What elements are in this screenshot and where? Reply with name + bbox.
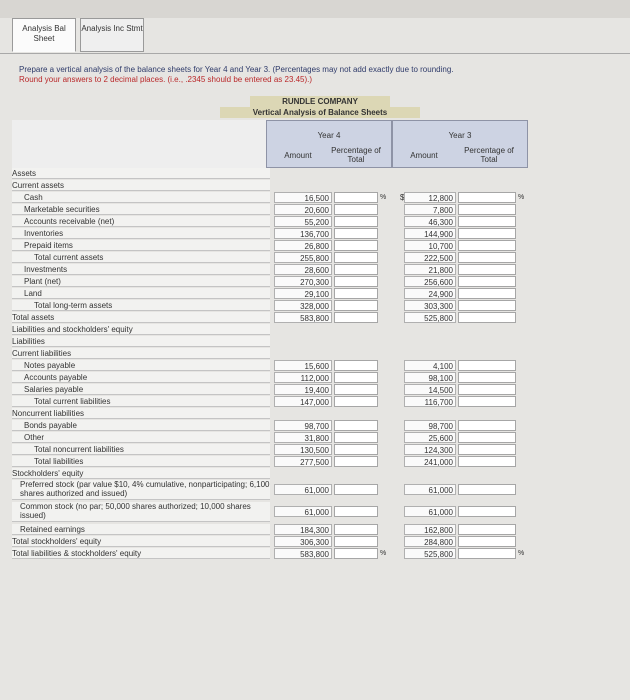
y3-percent-common-input[interactable] (458, 506, 516, 517)
y3-percent-prepaid-input[interactable] (458, 240, 516, 251)
row-total-assets (12, 312, 534, 323)
y4-amount-other: 31,800 (274, 432, 332, 443)
row-se (12, 468, 534, 479)
label-current-assets: Current assets (12, 180, 270, 191)
y4-percent-sign-total: % (380, 550, 387, 557)
instructions-round: Round your answers to 2 decimal places. (i.e., .2345 should be entered as 23.45).) (19, 75, 313, 84)
y4-amount-total-le: 583,800 (274, 548, 332, 559)
year4-label: Year 4 (317, 131, 341, 140)
label-preferred: Preferred stock (par value $10, 4% cumulative, nonparticipating; 6,100 shares authorized and issued) (12, 480, 270, 500)
y4-percent-investments-input[interactable] (334, 264, 378, 275)
y3-percent-investments-input[interactable] (458, 264, 516, 275)
y3-amount-inventories: 144,900 (404, 228, 456, 239)
y4-percent-notes-payable-input[interactable] (334, 360, 378, 371)
y4-amount-bonds: 98,700 (274, 420, 332, 431)
label-total-current-assets: Total current assets (12, 252, 270, 263)
y4-percent-total-se-input[interactable] (334, 536, 378, 547)
tab-analysis-inc-stmt[interactable]: Analysis Inc Stmt (80, 18, 144, 52)
label-total-se: Total stockholders' equity (12, 536, 270, 547)
y4-percent-ap-input[interactable] (334, 372, 378, 383)
tab-divider (0, 53, 630, 54)
y3-percent-plant-input[interactable] (458, 276, 516, 287)
row-liab-equity (12, 324, 534, 335)
header-blank (12, 120, 266, 168)
y3-percent-salaries-input[interactable] (458, 384, 516, 395)
label-other: Other (12, 432, 270, 443)
row-notes-payable (12, 360, 534, 371)
y4-percent-preferred-input[interactable] (334, 484, 378, 495)
row-preferred (12, 480, 534, 500)
y4-percent-plant-input[interactable] (334, 276, 378, 287)
y3-percent-sign-total: % (518, 550, 525, 557)
y3-percent-cash-input[interactable] (458, 192, 516, 203)
label-cash: Cash (12, 192, 270, 203)
label-total-noncurrent: Total noncurrent liabilities (12, 444, 270, 455)
y3-amount-ar: 46,300 (404, 216, 456, 227)
label-ar: Accounts receivable (net) (12, 216, 270, 227)
y3-amount-total-assets: 525,800 (404, 312, 456, 323)
label-common: Common stock (no par; 50,000 shares authorized; 10,000 shares issued) (12, 502, 270, 522)
y3-amount-notes-payable: 4,100 (404, 360, 456, 371)
label-investments: Investments (12, 264, 270, 275)
y3-percent-other-input[interactable] (458, 432, 516, 443)
y4-percent-cash-input[interactable] (334, 192, 378, 203)
instructions (19, 65, 619, 85)
y4-percent-ar-input[interactable] (334, 216, 378, 227)
y3-percent-ar-input[interactable] (458, 216, 516, 227)
y3-percent-total-assets-input[interactable] (458, 312, 516, 323)
y3-percent-total-lt-assets-input[interactable] (458, 300, 516, 311)
y4-amount-ap: 112,000 (274, 372, 332, 383)
y4-percent-total-noncurrent-input[interactable] (334, 444, 378, 455)
label-liab-equity: Liabilities and stockholders' equity (12, 324, 270, 335)
y3-percent-total-se-input[interactable] (458, 536, 516, 547)
y4-amount-total-current-liab: 147,000 (274, 396, 332, 407)
y3-percent-header: Percentage of Total (464, 146, 514, 164)
y3-amount-land: 24,900 (404, 288, 456, 299)
year3-label: Year 3 (448, 131, 472, 140)
y4-percent-total-liab-input[interactable] (334, 456, 378, 467)
y4-amount-prepaid: 26,800 (274, 240, 332, 251)
row-total-current-assets (12, 252, 534, 263)
row-investments (12, 264, 534, 275)
y4-percent-header: Percentage of Total (331, 146, 381, 164)
row-current-assets (12, 180, 534, 191)
row-total-liab (12, 456, 534, 467)
y4-amount-land: 29,100 (274, 288, 332, 299)
y4-amount-total-assets: 583,800 (274, 312, 332, 323)
label-assets: Assets (12, 168, 270, 179)
y4-percent-common-input[interactable] (334, 506, 378, 517)
y4-amount-total-current-assets: 255,800 (274, 252, 332, 263)
y4-amount-common: 61,000 (274, 506, 332, 517)
y4-percent-salaries-input[interactable] (334, 384, 378, 395)
y3-percent-notes-payable-input[interactable] (458, 360, 516, 371)
label-marketable: Marketable securities (12, 204, 270, 215)
y3-amount-total-current-liab: 116,700 (404, 396, 456, 407)
row-inventories (12, 228, 534, 239)
y3-percent-bonds-input[interactable] (458, 420, 516, 431)
label-prepaid: Prepaid items (12, 240, 270, 251)
y3-percent-preferred-input[interactable] (458, 484, 516, 495)
y3-amount-salaries: 14,500 (404, 384, 456, 395)
y3-amount-cash: 12,800 (404, 192, 456, 203)
row-assets (12, 168, 534, 179)
y4-percent-total-current-assets-input[interactable] (334, 252, 378, 263)
label-noncurrent-liab: Noncurrent liabilities (12, 408, 270, 419)
y3-percent-total-liab-input[interactable] (458, 456, 516, 467)
y3-percent-land-input[interactable] (458, 288, 516, 299)
table-subtitle: Vertical Analysis of Balance Sheets (220, 107, 420, 118)
row-salaries (12, 384, 534, 395)
y4-percent-marketable-input[interactable] (334, 204, 378, 215)
y4-percent-total-le-input[interactable] (334, 548, 378, 559)
row-total-se (12, 536, 534, 547)
y4-percent-land-input[interactable] (334, 288, 378, 299)
y4-amount-cash: 16,500 (274, 192, 332, 203)
y4-amount-ar: 55,200 (274, 216, 332, 227)
y4-amount-plant: 270,300 (274, 276, 332, 287)
row-retained (12, 524, 534, 535)
label-total-liab: Total liabilities (12, 456, 270, 467)
y4-percent-other-input[interactable] (334, 432, 378, 443)
tab-analysis-bal-sheet[interactable]: Analysis Bal Sheet (12, 18, 76, 52)
label-current-liab: Current liabilities (12, 348, 270, 359)
row-plant (12, 276, 534, 287)
y4-amount-preferred: 61,000 (274, 484, 332, 495)
y4-percent-inventories-input[interactable] (334, 228, 378, 239)
y4-amount-total-lt-assets: 328,000 (274, 300, 332, 311)
row-ap (12, 372, 534, 383)
y3-amount-ap: 98,100 (404, 372, 456, 383)
y3-dollar-cash: $ (400, 193, 405, 202)
y4-percent-total-current-liab-input[interactable] (334, 396, 378, 407)
row-ar (12, 216, 534, 227)
y3-amount-plant: 256,600 (404, 276, 456, 287)
row-cash (12, 192, 534, 203)
y4-percent-bonds-input[interactable] (334, 420, 378, 431)
row-liabilities (12, 336, 534, 347)
y3-amount-header: Amount (410, 151, 438, 160)
label-retained: Retained earnings (12, 524, 270, 535)
row-total-noncurrent (12, 444, 534, 455)
top-strip (0, 0, 630, 18)
row-marketable (12, 204, 534, 215)
y3-percent-inventories-input[interactable] (458, 228, 516, 239)
y3-amount-marketable: 7,800 (404, 204, 456, 215)
y4-percent-sign: % (380, 194, 387, 201)
label-ap: Accounts payable (12, 372, 270, 383)
y4-amount-total-noncurrent: 130,500 (274, 444, 332, 455)
y4-percent-total-assets-input[interactable] (334, 312, 378, 323)
y4-amount-total-se: 306,300 (274, 536, 332, 547)
company-name: RUNDLE COMPANY (250, 96, 390, 107)
label-inventories: Inventories (12, 228, 270, 239)
y3-amount-common: 61,000 (404, 506, 456, 517)
y3-amount-total-lt-assets: 303,300 (404, 300, 456, 311)
y3-percent-total-noncurrent-input[interactable] (458, 444, 516, 455)
y3-amount-retained: 162,800 (404, 524, 456, 535)
row-current-liab (12, 348, 534, 359)
y3-amount-total-noncurrent: 124,300 (404, 444, 456, 455)
label-se: Stockholders' equity (12, 468, 270, 479)
label-bonds: Bonds payable (12, 420, 270, 431)
y3-amount-bonds: 98,700 (404, 420, 456, 431)
y3-percent-retained-input[interactable] (458, 524, 516, 535)
y3-percent-total-current-liab-input[interactable] (458, 396, 516, 407)
y3-percent-sign: % (518, 194, 525, 201)
label-salaries: Salaries payable (12, 384, 270, 395)
label-notes-payable: Notes payable (12, 360, 270, 371)
row-common (12, 502, 534, 522)
row-land (12, 288, 534, 299)
label-total-current-liab: Total current liabilities (12, 396, 270, 407)
table-title (200, 96, 440, 118)
label-liabilities: Liabilities (12, 336, 270, 347)
label-total-lt-assets: Total long-term assets (12, 300, 270, 311)
y4-percent-retained-input[interactable] (334, 524, 378, 535)
y4-amount-inventories: 136,700 (274, 228, 332, 239)
y3-amount-total-current-assets: 222,500 (404, 252, 456, 263)
label-plant: Plant (net) (12, 276, 270, 287)
row-noncurrent-liab (12, 408, 534, 419)
y4-amount-total-liab: 277,500 (274, 456, 332, 467)
label-total-assets: Total assets (12, 312, 270, 323)
y3-percent-total-current-assets-input[interactable] (458, 252, 516, 263)
sheet-tabs (12, 18, 144, 54)
y3-amount-other: 25,600 (404, 432, 456, 443)
y4-amount-salaries: 19,400 (274, 384, 332, 395)
label-land: Land (12, 288, 270, 299)
y3-amount-total-liab: 241,000 (404, 456, 456, 467)
row-total-lt-assets (12, 300, 534, 311)
row-total-current-liab (12, 396, 534, 407)
y3-percent-ap-input[interactable] (458, 372, 516, 383)
y4-amount-marketable: 20,600 (274, 204, 332, 215)
y3-amount-total-se: 284,800 (404, 536, 456, 547)
y4-amount-investments: 28,600 (274, 264, 332, 275)
y4-amount-notes-payable: 15,600 (274, 360, 332, 371)
y3-amount-investments: 21,800 (404, 264, 456, 275)
y4-percent-prepaid-input[interactable] (334, 240, 378, 251)
instructions-main: Prepare a vertical analysis of the balance sheets for Year 4 and Year 3. (Percentages may not add exactly due to rounding. (19, 65, 454, 74)
y4-amount-retained: 184,300 (274, 524, 332, 535)
y3-percent-marketable-input[interactable] (458, 204, 516, 215)
y3-percent-total-le-input[interactable] (458, 548, 516, 559)
y4-amount-header: Amount (284, 151, 312, 160)
y3-amount-total-le: 525,800 (404, 548, 456, 559)
y4-percent-total-lt-assets-input[interactable] (334, 300, 378, 311)
label-total-le: Total liabilities & stockholders' equity (12, 548, 270, 559)
row-other (12, 432, 534, 443)
row-prepaid (12, 240, 534, 251)
row-bonds (12, 420, 534, 431)
row-total-le (12, 548, 534, 559)
y3-amount-prepaid: 10,700 (404, 240, 456, 251)
y3-amount-preferred: 61,000 (404, 484, 456, 495)
